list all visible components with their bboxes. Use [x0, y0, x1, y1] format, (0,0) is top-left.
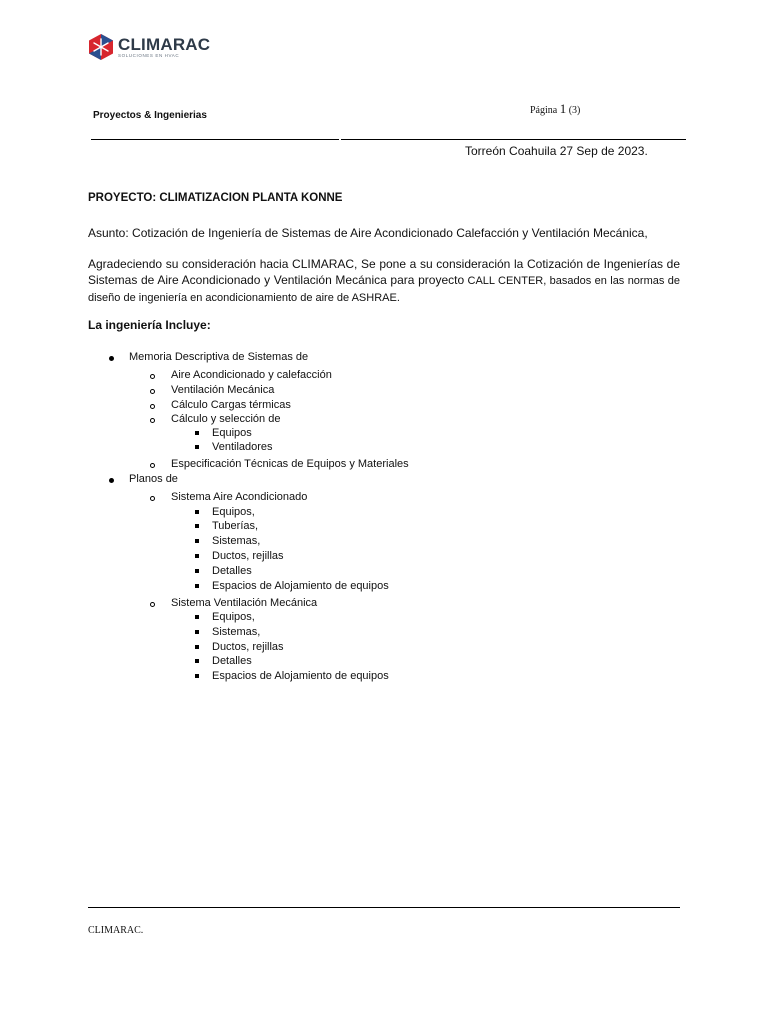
list-item: Espacios de Alojamiento de equipos: [212, 580, 389, 592]
logo-name: CLIMARAC: [118, 34, 211, 54]
page-indicator: [530, 101, 580, 117]
circle-bullet-icon: [150, 496, 155, 501]
page-label: Página: [530, 105, 558, 116]
list-item: Sistema Ventilación Mecánica: [171, 597, 318, 609]
includes-heading: La ingeniería Incluye:: [88, 318, 211, 332]
list-item: Aire Acondicionado y calefacción: [171, 369, 332, 381]
list-item: Sistemas,: [212, 535, 261, 547]
list-item: Sistema Aire Acondicionado: [171, 491, 308, 503]
square-bullet-icon: [195, 630, 199, 634]
square-bullet-icon: [195, 524, 199, 528]
circle-bullet-icon: [150, 463, 155, 468]
intro-main-text: Agradeciendo su consideración hacia CLIMARAC, Se pone a su consideración la Cotización de Ingenierías de Sistemas de Aire Acondicionado y Ventilación Mecánica para proyecto: [88, 257, 680, 287]
footer-rule: [88, 907, 680, 908]
page-number: 1: [559, 101, 567, 116]
square-bullet-icon: [195, 584, 199, 588]
list-item: Ventiladores: [212, 441, 273, 453]
bullet-icon: [109, 356, 114, 361]
square-bullet-icon: [195, 510, 199, 514]
bullet-icon: [109, 478, 114, 483]
circle-bullet-icon: [150, 374, 155, 379]
list-item: Espacios de Alojamiento de equipos: [212, 670, 389, 682]
list-item: Equipos,: [212, 506, 255, 518]
department-label: Proyectos & Ingenierias: [93, 110, 207, 121]
letter-date: Torreón Coahuila 27 Sep de 2023.: [465, 144, 648, 158]
square-bullet-icon: [195, 569, 199, 573]
square-bullet-icon: [195, 431, 199, 435]
square-bullet-icon: [195, 554, 199, 558]
circle-bullet-icon: [150, 418, 155, 423]
list-item: Equipos: [212, 427, 252, 439]
list-item: Ductos, rejillas: [212, 641, 284, 653]
list-item: Planos de: [129, 473, 178, 485]
list-item: Especificación Técnicas de Equipos y Materiales: [171, 458, 409, 470]
square-bullet-icon: [195, 445, 199, 449]
header-rule-right: [341, 139, 686, 140]
list-item: Cálculo Cargas térmicas: [171, 399, 291, 411]
intro-paragraph: [88, 256, 680, 306]
square-bullet-icon: [195, 659, 199, 663]
list-item: Tuberías,: [212, 520, 259, 532]
project-title: PROYECTO: CLIMATIZACION PLANTA KONNE: [88, 192, 343, 204]
circle-bullet-icon: [150, 389, 155, 394]
square-bullet-icon: [195, 615, 199, 619]
list-item: Ductos, rejillas: [212, 550, 284, 562]
footer-text: CLIMARAC.: [88, 925, 144, 936]
climarac-logo-icon: [88, 33, 114, 61]
list-item: Sistemas,: [212, 626, 261, 638]
circle-bullet-icon: [150, 404, 155, 409]
square-bullet-icon: [195, 645, 199, 649]
list-item: Ventilación Mecánica: [171, 384, 275, 396]
header-rule-left: [91, 139, 339, 140]
square-bullet-icon: [195, 674, 199, 678]
list-item: Detalles: [212, 565, 252, 577]
company-logo: [88, 32, 210, 62]
circle-bullet-icon: [150, 602, 155, 607]
intro-tail-text: CALL CENTER, basados en las normas de diseño de ingeniería en acondicionamiento de aire de ASHRAE.: [88, 275, 680, 304]
list-item: Equipos,: [212, 611, 255, 623]
square-bullet-icon: [195, 539, 199, 543]
subject-line: Asunto: Cotización de Ingeniería de Sistemas de Aire Acondicionado Calefacción y Ventilación Mecánica,: [88, 226, 648, 240]
list-item: Cálculo y selección de: [171, 413, 281, 425]
page-total: (3): [568, 105, 581, 116]
list-item: Detalles: [212, 655, 252, 667]
logo-tagline: SOLUCIONES EN HVAC: [118, 52, 180, 58]
list-item: Memoria Descriptiva de Sistemas de: [129, 351, 309, 363]
